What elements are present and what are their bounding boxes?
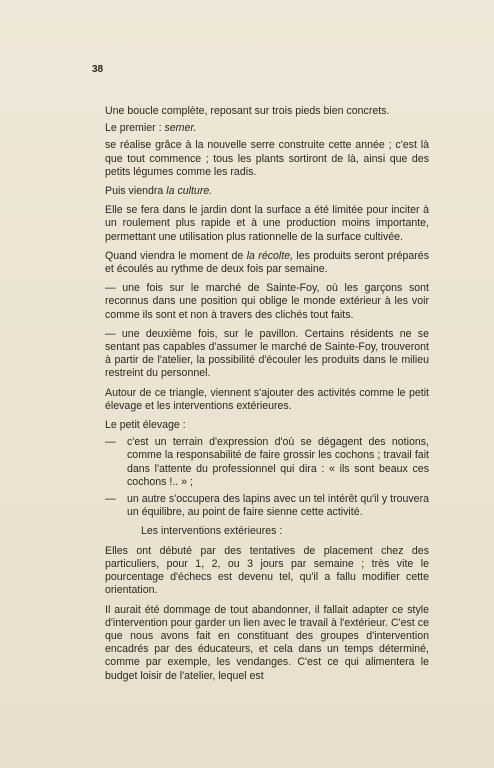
harvest-prefix: Quand viendra le moment de — [105, 249, 247, 262]
harvest-term: la récolte, — [246, 249, 294, 262]
paragraph-intro: Une boucle complète, reposant sur trois pieds bien concrets. — [105, 105, 390, 117]
paragraph-greenhouse: se réalise grâce à la nouvelle serre construite cette année ; c'est là que tout commence ; tous les plants sortiront de là, ainsi que des petits légumes comme les radis. — [105, 139, 429, 178]
paragraph-pavilion: — une deuxième fois, sur le pavillon. Certains résidents ne se sentant pas capables d'assumer le marché de Sainte-Foy, trouveront à partir de l'atelier, la possibilité d'écouler les produits dans le milieu restreint du personnel. — [105, 327, 429, 380]
harvest-suffix: les produits seront préparés et écoulés au rythme de deux fois par semaine. — [105, 249, 429, 276]
breeding-list — [105, 436, 429, 519]
paragraph-interventions-heading: Les interventions extérieures : — [141, 525, 283, 538]
paragraph-first-step — [105, 122, 429, 135]
first-step-term: semer. — [164, 122, 197, 135]
list-item — [105, 436, 429, 489]
paragraph-small-breeding-heading: Le petit élevage : — [105, 419, 186, 432]
list-item-text: un autre s'occupera des lapins avec un tel intérêt qu'il y trouvera un équilibre, au point de faire sienne cette activité. — [127, 493, 429, 519]
second-step-term: la culture. — [166, 185, 213, 198]
paragraph-market: — une fois sur le marché de Sainte-Foy, où les garçons sont reconnus dans une position qui oblige le monde extérieur à les voir comme ils sont et non à travers des clichés tout faits. — [105, 282, 429, 321]
list-dash: — — [105, 493, 116, 506]
paragraph-groups: Il aurait été dommage de tout abandonner, il fallait adapter ce style d'intervention pour garder un lien avec le travail à l'extérieur. C'est ce que nous avons fait en constituant des groupes d'intervention encadrés par des éducateurs, et cela dans un temps déterminé, comme par exemple, les vendanges. C'est ce qui alimentera le budget loisir de l'atelier, lequel est — [105, 603, 429, 682]
paragraph-garden: Elle se fera dans le jardin dont la surface a été limitée pour inciter à un roulement plus rapide et à une production moins importante, permettant une utilisation plus rationnelle de la surface cultivée. — [105, 204, 429, 243]
first-step-label: Le premier : — [105, 122, 165, 135]
paragraph-triangle: Autour de ce triangle, viennent s'ajouter des activités comme le petit élevage et les interventions extérieures. — [105, 386, 429, 412]
list-dash: — — [105, 436, 116, 449]
list-item-text: c'est un terrain d'expression d'où se dégagent des notions, comme la responsabilité de faire grossir les cochons ; travail fait dans l'attente du professionnel qui dira : « ils sont beaux ces cochons !.. » ; — [127, 436, 429, 488]
paragraph-second-step — [105, 185, 429, 198]
paragraph-placements: Elles ont débuté par des tentatives de placement chez des particuliers, pour 1, 2, ou 3 jours par semaine ; très vite le pourcentage d'échecs est devenu tel, qu'il a fallu modifier cette orientation. — [105, 544, 429, 597]
body-text — [105, 105, 429, 683]
page-number: 38 — [92, 64, 104, 75]
list-item — [105, 493, 429, 519]
second-step-label: Puis viendra — [105, 185, 167, 198]
paragraph-harvest — [105, 250, 429, 276]
